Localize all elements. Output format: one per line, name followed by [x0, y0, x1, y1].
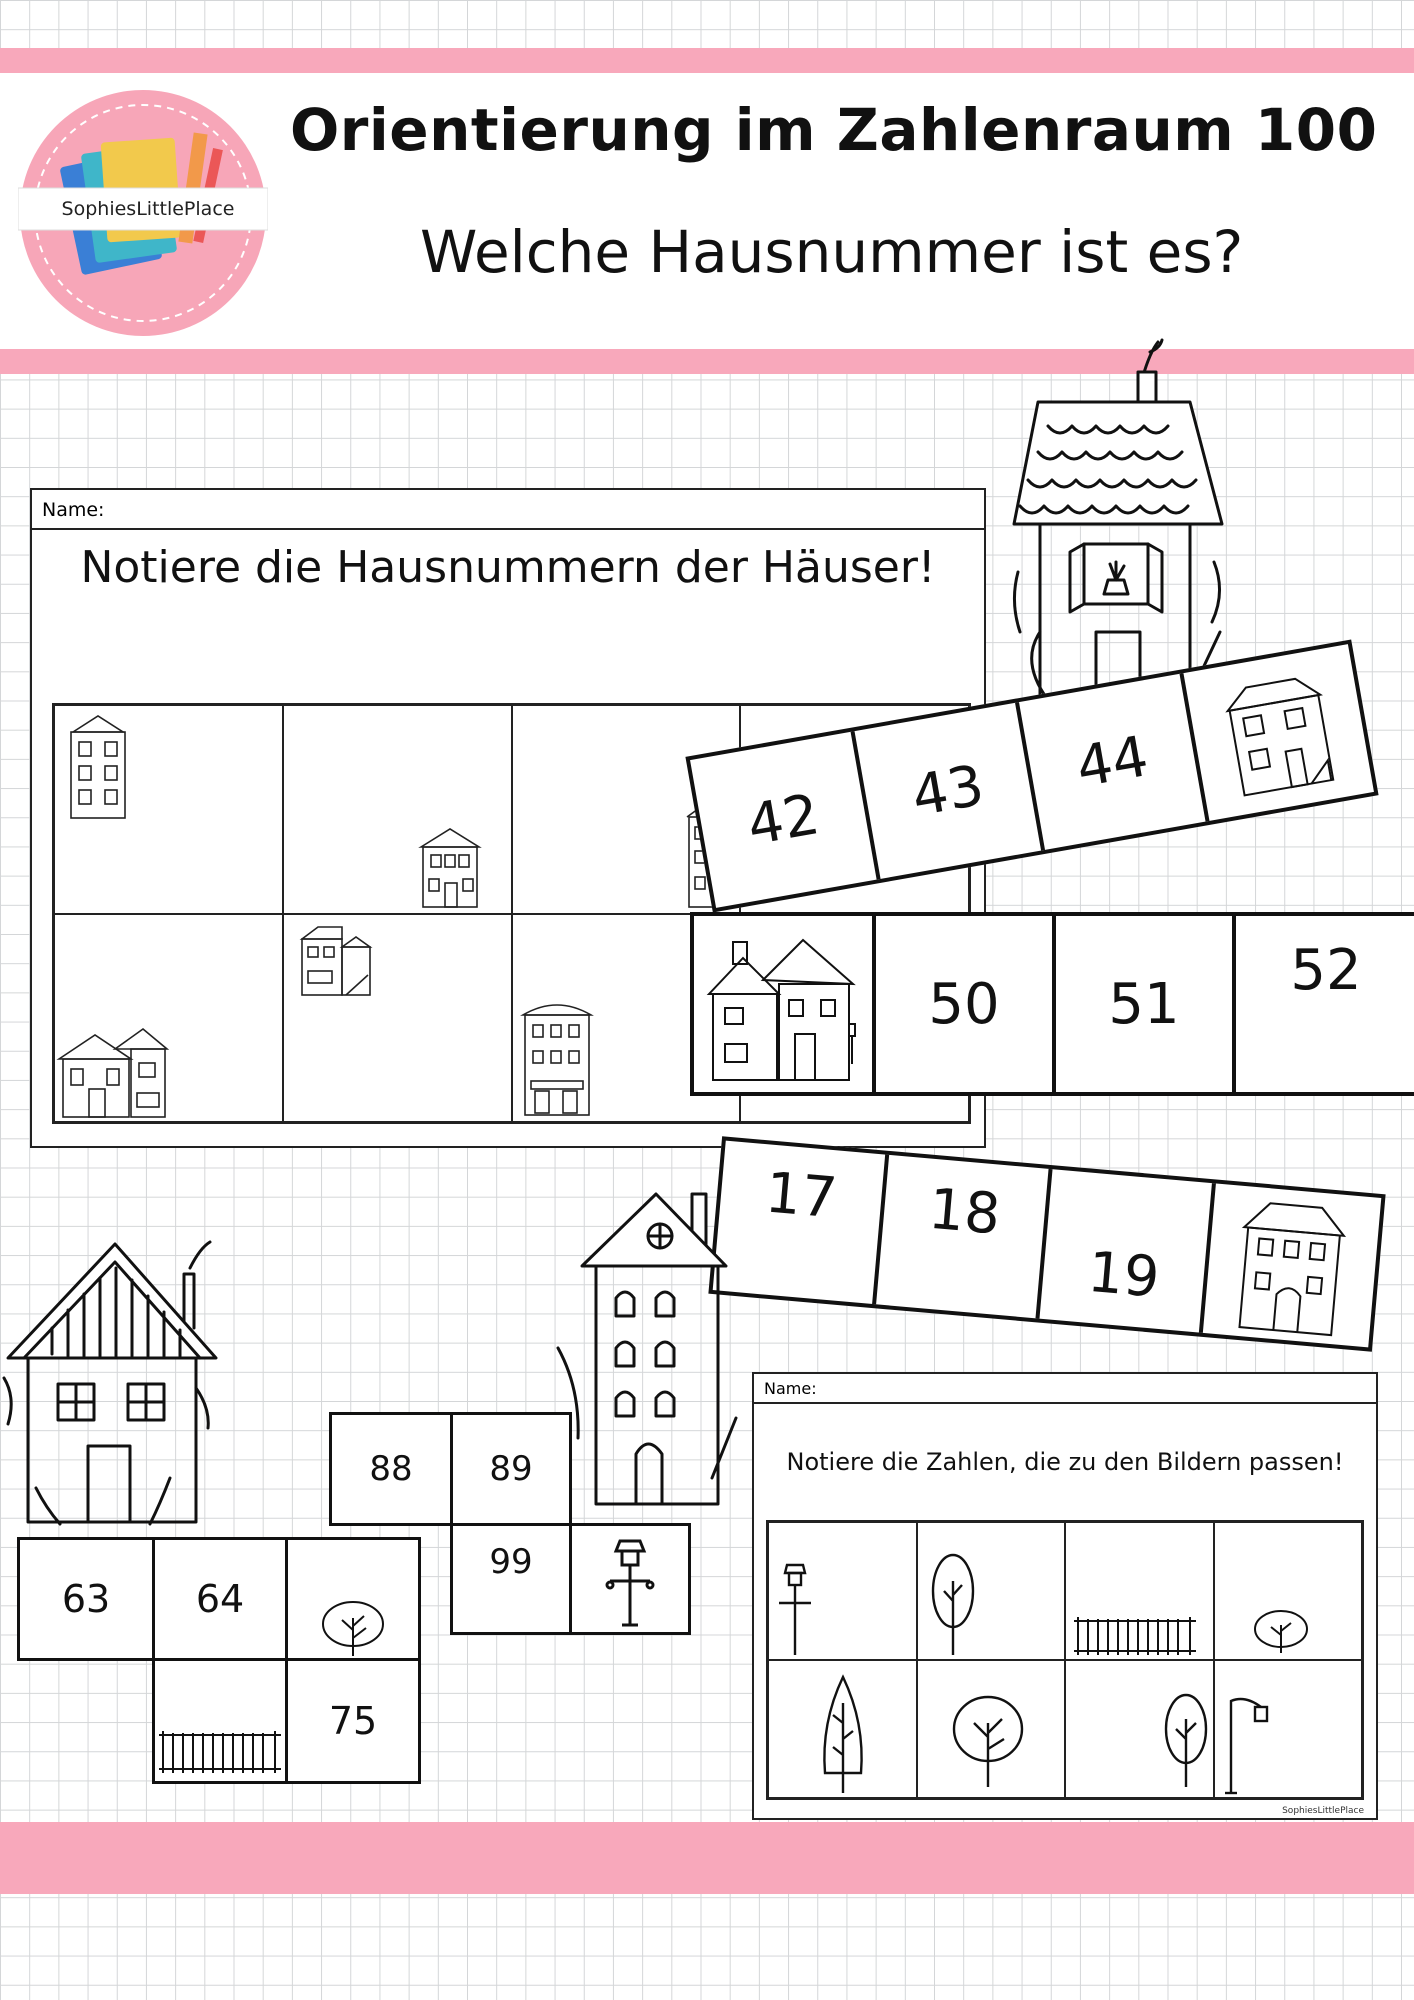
house-icon [1214, 664, 1343, 801]
number-strip-c [708, 1136, 1385, 1351]
strip-number-cell: 52 [1290, 938, 1362, 1003]
grid-cell [283, 705, 512, 914]
worksheet-instruction: Notiere die Hausnummern der Häuser! [80, 542, 936, 593]
grid-cell [768, 1660, 917, 1798]
hop-cell-tree [285, 1537, 421, 1661]
tree-icon [817, 1673, 869, 1795]
house-icon [517, 995, 597, 1117]
house-icon [63, 712, 133, 820]
grid-cell [768, 1522, 917, 1660]
worksheet-pictures [752, 1372, 1378, 1820]
house-illustration-tall [556, 1188, 750, 1510]
worksheet-instruction-2: Notiere die Zahlen, die zu den Bildern passen! [786, 1448, 1344, 1476]
house-illustration-top [1000, 332, 1230, 702]
house-icon [55, 1019, 171, 1119]
grid-cell [54, 914, 283, 1123]
tree-icon [950, 1693, 1026, 1789]
strip-number-cell: 50 [876, 916, 1056, 1092]
strip-number-cell: 44 [1019, 673, 1210, 850]
strip-number-cell: 17 [713, 1141, 889, 1305]
number-strip-b [690, 912, 1414, 1096]
grid-cell [917, 1660, 1066, 1798]
tree-icon [1251, 1607, 1311, 1655]
hop-cell-fence [152, 1658, 288, 1784]
house-picture-cell [1203, 1183, 1379, 1347]
street-lamp-icon [600, 1529, 660, 1629]
page-title: Orientierung im Zahlenraum 100 [290, 96, 1378, 164]
grid-cell [54, 705, 283, 914]
house-illustration-left [0, 1228, 224, 1528]
top-pink-band [0, 48, 1414, 73]
tree-icon [318, 1598, 388, 1658]
grid-cell [1065, 1660, 1214, 1798]
house-picture-cell [694, 916, 876, 1092]
name-label: Name: [32, 490, 984, 530]
street-lamp-icon [775, 1557, 815, 1657]
house-icon [415, 825, 485, 909]
strip-number-cell: 18 [876, 1155, 1052, 1319]
street-lamp-icon [1221, 1691, 1273, 1795]
strip-number-cell: 19 [1039, 1169, 1215, 1333]
picture-grid [766, 1520, 1364, 1800]
tree-icon [928, 1551, 978, 1657]
name-label-2: Name: [754, 1374, 1376, 1404]
grid-cell [1214, 1522, 1363, 1660]
logo-text: SophiesLittlePlace [61, 198, 235, 220]
fence-icon [157, 1725, 283, 1775]
house-icon [703, 924, 863, 1084]
hop-cell-lamp [569, 1523, 691, 1635]
fence-icon [1072, 1611, 1198, 1657]
house-icon [298, 923, 374, 999]
logo [18, 88, 268, 338]
worksheet-footer: SophiesLittlePlace [1282, 1806, 1364, 1816]
strip-number-cell: 43 [855, 702, 1046, 879]
hop-cell-88: 88 [329, 1412, 453, 1526]
tree-icon [1162, 1689, 1210, 1789]
hop-cell-99: 99 [450, 1523, 572, 1635]
strip-number-cell: 42 [690, 731, 881, 908]
house-icon [1225, 1190, 1357, 1340]
hop-cell-63: 63 [17, 1537, 155, 1661]
house-picture-cell [1183, 644, 1374, 821]
grid-cell [1214, 1660, 1363, 1798]
grid-cell [1065, 1522, 1214, 1660]
grid-cell [917, 1522, 1066, 1660]
page-subtitle: Welche Hausnummer ist es? [420, 218, 1244, 286]
grid-cell [283, 914, 512, 1123]
hop-cell-75: 75 [285, 1658, 421, 1784]
strip-number-cell: 51 [1056, 916, 1236, 1092]
bottom-pink-band [0, 1822, 1414, 1894]
hop-cell-64: 64 [152, 1537, 288, 1661]
hop-cell-89: 89 [450, 1412, 572, 1526]
